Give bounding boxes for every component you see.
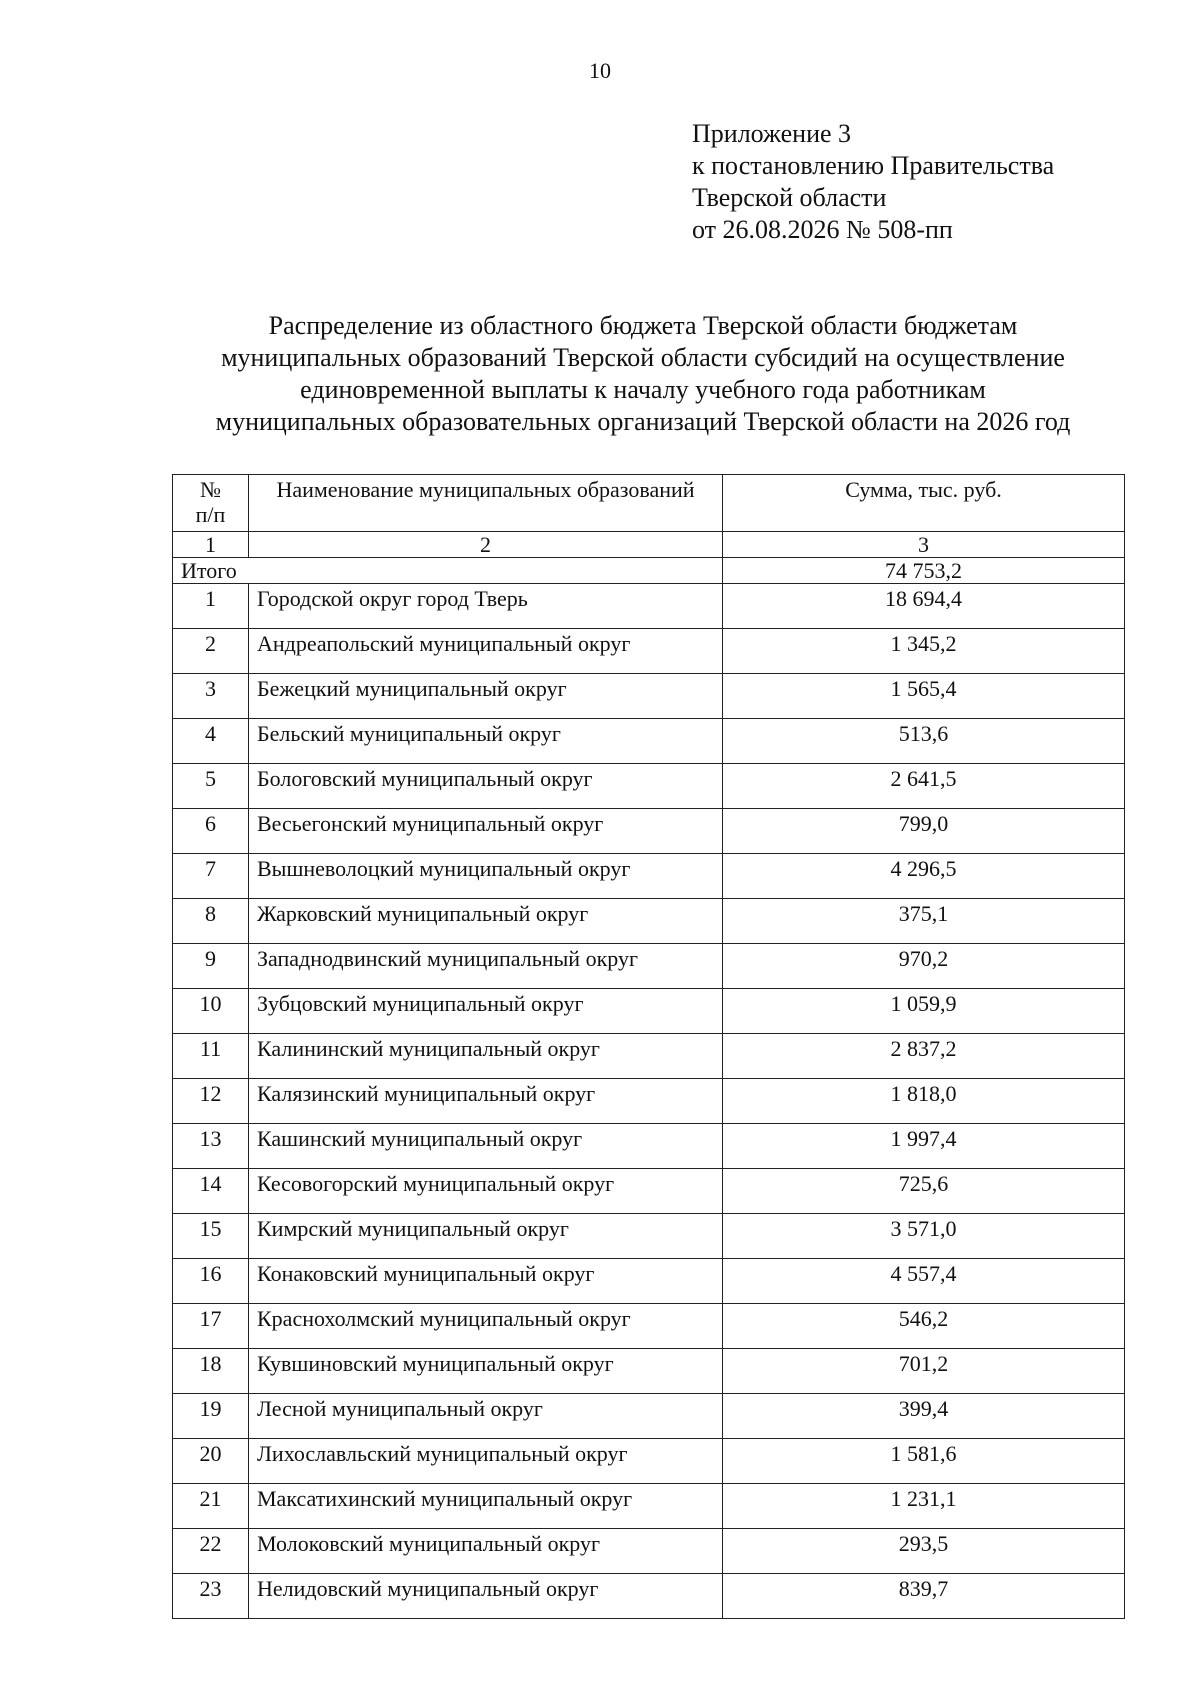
table-row xyxy=(173,854,1125,899)
row-name: Кувшиновский муниципальный округ xyxy=(249,1349,723,1394)
appendix-block xyxy=(692,118,1054,246)
row-number: 14 xyxy=(173,1169,249,1214)
row-name: Лесной муниципальный округ xyxy=(249,1394,723,1439)
row-number: 10 xyxy=(173,989,249,1034)
row-sum: 399,4 xyxy=(723,1394,1125,1439)
column-number: 1 xyxy=(173,532,249,558)
table-row xyxy=(173,989,1125,1034)
table-row xyxy=(173,584,1125,629)
column-number: 3 xyxy=(723,532,1125,558)
table-row xyxy=(173,764,1125,809)
row-number: 8 xyxy=(173,899,249,944)
table-row xyxy=(173,1124,1125,1169)
row-name: Бологовский муниципальный округ xyxy=(249,764,723,809)
table-row xyxy=(173,809,1125,854)
title-line: муниципальных образований Тверской области субсидий на осуществление xyxy=(221,343,1065,372)
row-number: 5 xyxy=(173,764,249,809)
row-sum: 4 557,4 xyxy=(723,1259,1125,1304)
table-row xyxy=(173,1259,1125,1304)
row-sum: 1 231,1 xyxy=(723,1484,1125,1529)
row-name: Лихославльский муниципальный округ xyxy=(249,1439,723,1484)
row-sum: 1 581,6 xyxy=(723,1439,1125,1484)
document-title xyxy=(160,310,1126,438)
row-sum: 970,2 xyxy=(723,944,1125,989)
row-name: Кесовогорский муниципальный округ xyxy=(249,1169,723,1214)
row-number: 16 xyxy=(173,1259,249,1304)
row-sum: 701,2 xyxy=(723,1349,1125,1394)
row-number: 20 xyxy=(173,1439,249,1484)
row-sum: 1 565,4 xyxy=(723,674,1125,719)
table-row xyxy=(173,1079,1125,1124)
row-name: Зубцовский муниципальный округ xyxy=(249,989,723,1034)
row-name: Весьегонский муниципальный округ xyxy=(249,809,723,854)
row-name: Жарковский муниципальный округ xyxy=(249,899,723,944)
row-number: 21 xyxy=(173,1484,249,1529)
row-number: 18 xyxy=(173,1349,249,1394)
row-number: 19 xyxy=(173,1394,249,1439)
row-name: Конаковский муниципальный округ xyxy=(249,1259,723,1304)
table-row xyxy=(173,1484,1125,1529)
table-row xyxy=(173,1304,1125,1349)
row-name: Максатихинский муниципальный округ xyxy=(249,1484,723,1529)
row-sum: 2 837,2 xyxy=(723,1034,1125,1079)
page-number: 10 xyxy=(589,58,611,83)
column-number-row xyxy=(173,532,1125,558)
table-row xyxy=(173,719,1125,764)
table-row xyxy=(173,944,1125,989)
title-line: единовременной выплаты к началу учебного года работникам xyxy=(300,375,986,404)
table-row xyxy=(173,899,1125,944)
row-sum: 2 641,5 xyxy=(723,764,1125,809)
row-number: 1 xyxy=(173,584,249,629)
row-name: Западнодвинский муниципальный округ xyxy=(249,944,723,989)
row-number: 7 xyxy=(173,854,249,899)
row-number: 9 xyxy=(173,944,249,989)
table-row xyxy=(173,629,1125,674)
row-sum: 546,2 xyxy=(723,1304,1125,1349)
row-name: Нелидовский муниципальный округ xyxy=(249,1574,723,1619)
appendix-line: от 26.08.2026 № 508-пп xyxy=(692,215,953,244)
row-name: Кимрский муниципальный округ xyxy=(249,1214,723,1259)
row-number: 22 xyxy=(173,1529,249,1574)
row-sum: 725,6 xyxy=(723,1169,1125,1214)
header-num-line2: п/п xyxy=(195,502,226,527)
header-row xyxy=(173,475,1125,532)
total-value: 74 753,2 xyxy=(723,558,1125,584)
row-sum: 3 571,0 xyxy=(723,1214,1125,1259)
row-number: 2 xyxy=(173,629,249,674)
row-sum: 1 997,4 xyxy=(723,1124,1125,1169)
table-row xyxy=(173,1574,1125,1619)
table-row xyxy=(173,1214,1125,1259)
row-number: 4 xyxy=(173,719,249,764)
row-name: Молоковский муниципальный округ xyxy=(249,1529,723,1574)
header-sum: Сумма, тыс. руб. xyxy=(723,475,1125,532)
row-number: 12 xyxy=(173,1079,249,1124)
table-row xyxy=(173,1439,1125,1484)
row-name: Калининский муниципальный округ xyxy=(249,1034,723,1079)
row-sum: 1 059,9 xyxy=(723,989,1125,1034)
row-sum: 839,7 xyxy=(723,1574,1125,1619)
row-sum: 799,0 xyxy=(723,809,1125,854)
table-row xyxy=(173,674,1125,719)
row-name: Краснохолмский муниципальный округ xyxy=(249,1304,723,1349)
table-row xyxy=(173,1349,1125,1394)
row-number: 6 xyxy=(173,809,249,854)
table-body xyxy=(173,475,1125,1619)
header-name: Наименование муниципальных образований xyxy=(249,475,723,532)
row-name: Кашинский муниципальный округ xyxy=(249,1124,723,1169)
row-name: Вышневолоцкий муниципальный округ xyxy=(249,854,723,899)
row-name: Городской округ город Тверь xyxy=(249,584,723,629)
total-row xyxy=(173,558,1125,584)
header-num-line1: № xyxy=(200,477,221,502)
row-sum: 513,6 xyxy=(723,719,1125,764)
row-name: Бельский муниципальный округ xyxy=(249,719,723,764)
row-number: 3 xyxy=(173,674,249,719)
table-row xyxy=(173,1034,1125,1079)
row-sum: 293,5 xyxy=(723,1529,1125,1574)
title-line: Распределение из областного бюджета Тверской области бюджетам xyxy=(268,311,1018,340)
appendix-line: Приложение 3 xyxy=(692,119,852,148)
header-num xyxy=(173,475,249,532)
table-row xyxy=(173,1394,1125,1439)
row-sum: 375,1 xyxy=(723,899,1125,944)
appendix-line: Тверской области xyxy=(692,183,887,212)
row-number: 13 xyxy=(173,1124,249,1169)
row-sum: 1 818,0 xyxy=(723,1079,1125,1124)
appendix-line: к постановлению Правительства xyxy=(692,151,1055,180)
row-number: 11 xyxy=(173,1034,249,1079)
table-row xyxy=(173,1169,1125,1214)
row-name: Бежецкий муниципальный округ xyxy=(249,674,723,719)
row-number: 15 xyxy=(173,1214,249,1259)
row-name: Калязинский муниципальный округ xyxy=(249,1079,723,1124)
total-label: Итого xyxy=(173,558,723,584)
row-number: 17 xyxy=(173,1304,249,1349)
table-row xyxy=(173,1529,1125,1574)
row-name: Андреапольский муниципальный округ xyxy=(249,629,723,674)
column-number: 2 xyxy=(249,532,723,558)
title-line: муниципальных образовательных организаций Тверской области на 2026 год xyxy=(215,407,1071,436)
distribution-table xyxy=(172,474,1125,1619)
row-sum: 18 694,4 xyxy=(723,584,1125,629)
row-number: 23 xyxy=(173,1574,249,1619)
row-sum: 1 345,2 xyxy=(723,629,1125,674)
row-sum: 4 296,5 xyxy=(723,854,1125,899)
